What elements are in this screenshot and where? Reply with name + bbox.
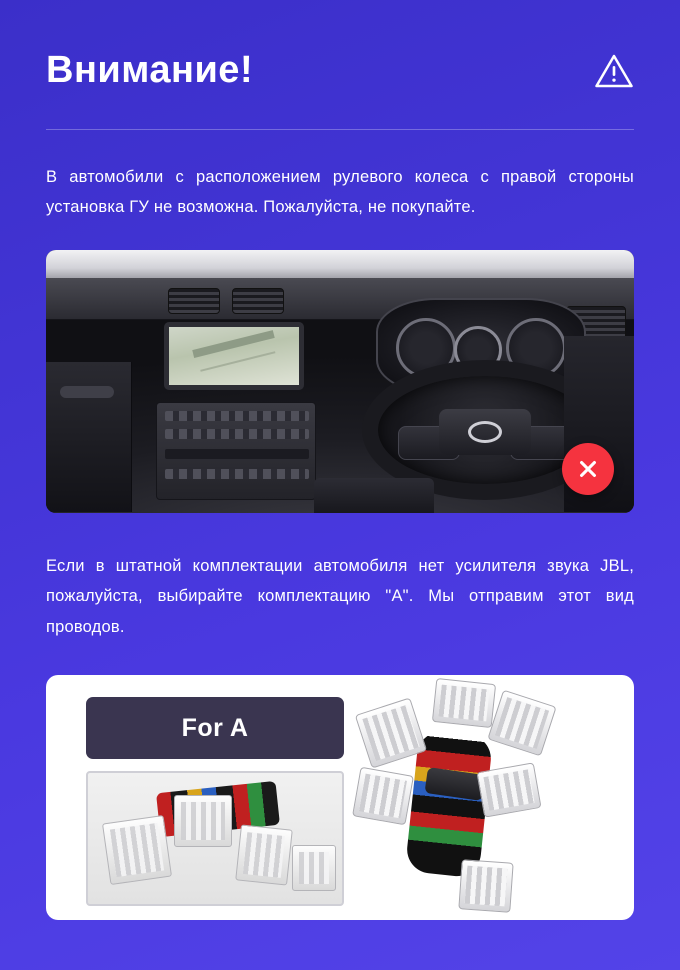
dashboard-illustration — [46, 250, 634, 513]
door-panel — [46, 362, 132, 512]
product-card — [46, 675, 634, 920]
door-handle — [60, 386, 114, 398]
harness-connector — [476, 763, 541, 818]
harness-connector — [458, 860, 513, 914]
console-row — [165, 449, 309, 459]
console-row — [165, 469, 309, 479]
connector-pins — [299, 852, 329, 884]
warning-triangle-icon — [594, 51, 634, 91]
connectors-thumbnail — [86, 771, 344, 906]
console-row — [165, 429, 309, 439]
header-divider — [46, 129, 634, 130]
harness-connector — [487, 690, 556, 757]
header — [46, 0, 634, 92]
console-row — [165, 411, 309, 421]
wheel-hub — [439, 409, 531, 455]
connector-plug — [235, 825, 293, 886]
air-vent-left — [168, 288, 220, 314]
connector-pins — [181, 802, 225, 840]
connector-pins — [110, 823, 164, 877]
harness-connector — [432, 678, 496, 728]
page-title: Внимание! — [46, 49, 254, 91]
connector-pins — [438, 685, 489, 722]
forbidden-badge — [562, 443, 614, 495]
connector-pins — [243, 833, 285, 879]
connector-plug — [174, 795, 232, 847]
connector-pins — [465, 866, 508, 907]
connector-pins — [362, 705, 419, 761]
windshield — [46, 250, 634, 280]
harness-connector — [352, 767, 414, 826]
navigation-screen — [164, 322, 304, 390]
center-console-stack — [156, 402, 316, 500]
for-a-label: For A — [86, 697, 344, 759]
air-vent-center — [232, 288, 284, 314]
connector-plug — [102, 815, 172, 885]
seat — [314, 478, 434, 513]
wiring-harness-photo — [338, 675, 618, 920]
content-column — [46, 0, 634, 970]
connector-plug — [292, 845, 336, 891]
warning-paragraph-1: В автомобили с расположением рулевого колеса с правой стороны установка ГУ не возможна. Пожалуйста, не покупайте. — [46, 167, 634, 217]
connector-pins — [495, 698, 549, 750]
warning-paragraph-2: Если в штатной комплектации автомобиля нет усилителя звука JBL, пожалуйста, выбирайте комплектацию "A". Мы отправим этот вид проводов. — [46, 556, 634, 636]
connector-pins — [359, 774, 407, 819]
dashboard-photo — [46, 250, 634, 513]
connector-pins — [483, 770, 534, 811]
manufacturer-logo-icon — [468, 421, 502, 443]
